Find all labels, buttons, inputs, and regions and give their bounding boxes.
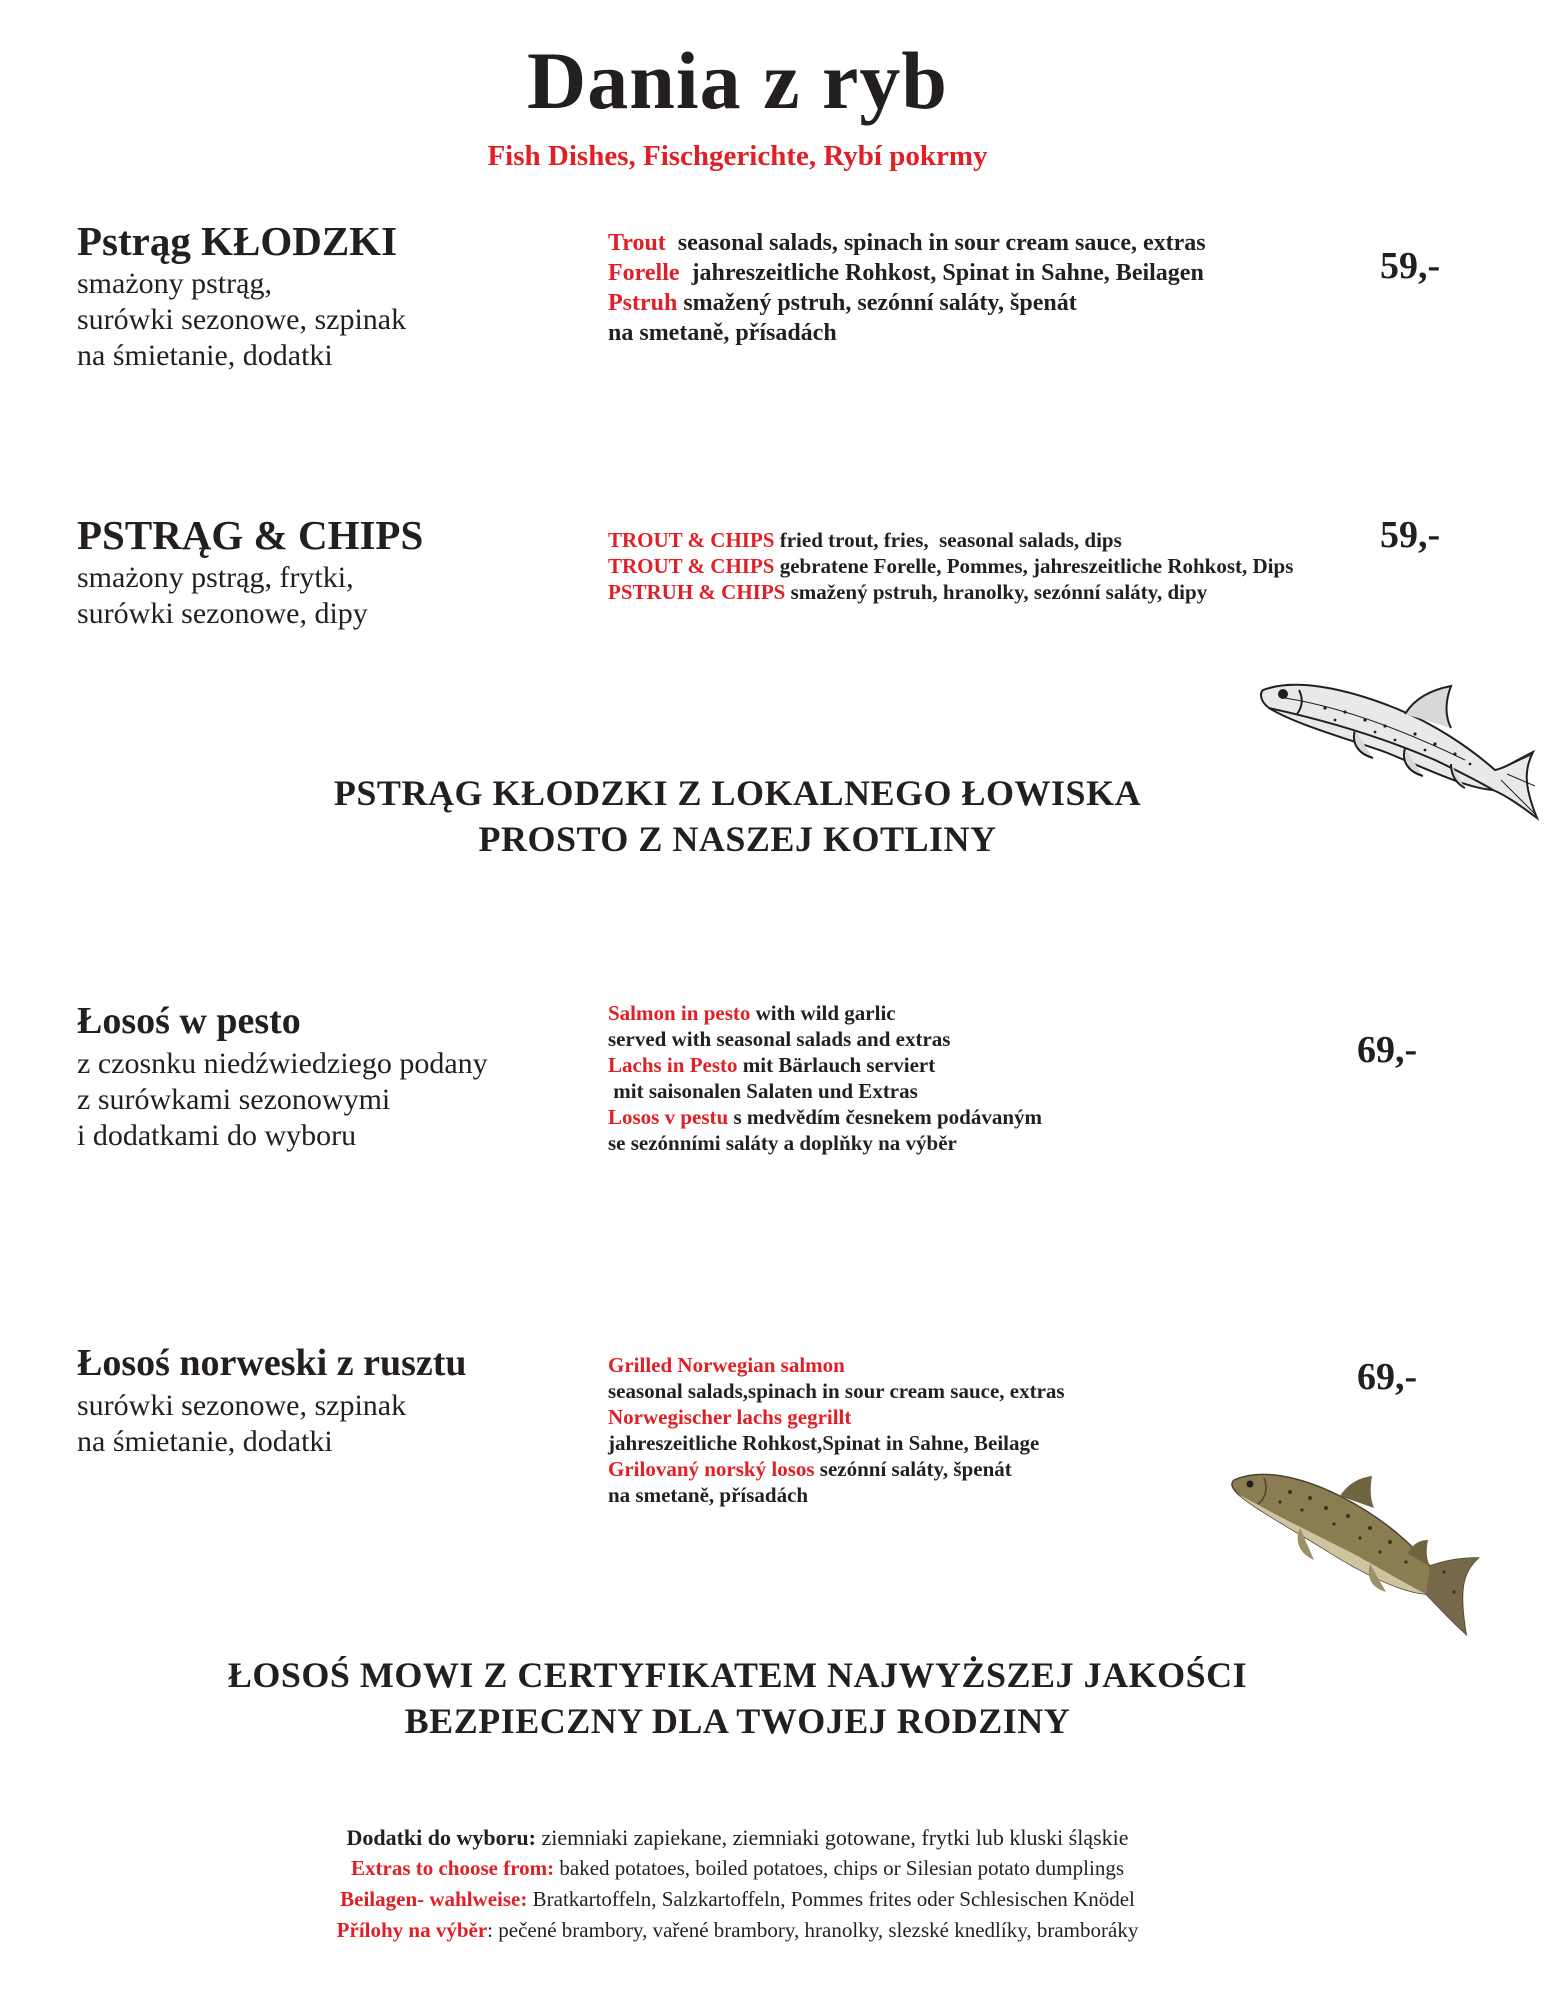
translation-text: mit saisonalen Salaten und Extras [608,1079,918,1103]
extras-footer [0,1822,1475,1946]
salmon-illustration-icon [1230,1462,1480,1642]
extras-line-de [0,1884,1475,1915]
translation-text: se sezónními saláty a doplňky na výběr [608,1131,957,1155]
translation-line [608,1104,1042,1130]
translation-label: Norwegischer lachs gegrillt [608,1405,852,1429]
translation-line [608,579,1293,605]
translation-line [608,1000,1042,1026]
banner-line: BEZPIECZNY DLA TWOJEJ RODZINY [404,1701,1071,1741]
translation-line [608,527,1293,553]
translation-label: Salmon in pesto [608,1001,751,1025]
page-subtitle: Fish Dishes, Fischgerichte, Rybí pokrmy [487,140,988,172]
extras-line-pl [0,1822,1475,1853]
translation-label: Lachs in Pesto [608,1053,738,1077]
extras-label: Dodatki do wyboru: [346,1825,536,1850]
translation-line [608,1352,1065,1378]
translation-label: Grilled Norwegian salmon [608,1353,845,1377]
dish-3-polish [77,998,617,1154]
translation-label: Grilovaný norský losos [608,1457,815,1481]
translation-text: sezónní saláty, špenát [814,1457,1012,1481]
dish-2-polish [77,512,577,632]
translation-text: with wild garlic [750,1001,896,1025]
translation-text: mit Bärlauch serviert [737,1053,936,1077]
translation-line [608,228,1206,258]
banner-line: ŁOSOŚ MOWI Z CERTYFIKATEM NAJWYŻSZEJ JAKOŚCI [227,1655,1248,1695]
translation-line [608,1130,1042,1156]
dish-name: PSTRĄG & CHIPS [77,512,424,558]
translation-label: TROUT & CHIPS [608,554,775,578]
price: 59,- [1380,514,1441,556]
translation-line [608,258,1206,288]
extras-text: baked potatoes, boiled potatoes, chips or Silesian potato dumplings [554,1856,1124,1880]
translation-label: Losos v pestu [608,1105,729,1129]
dish-1-translations [608,228,1206,348]
translation-label: Pstruh [608,290,678,316]
translation-label: Trout [608,230,666,256]
description-line: i dodatkami do wyboru [77,1119,357,1152]
translation-text: s medvědím česnekem podávaným [728,1105,1043,1129]
translation-line [608,288,1206,318]
translation-label: TROUT & CHIPS [608,528,775,552]
extras-line-cz [0,1915,1475,1946]
price: 59,- [1380,245,1441,287]
description-line: smażony pstrąg, [77,267,272,300]
description-line: z surówkami sezonowymi [77,1083,391,1116]
translation-text: seasonal salads, spinach in sour cream sauce, extras [665,230,1206,256]
translation-text: smažený pstruh, hranolky, sezónní saláty, dipy [785,580,1208,604]
translation-text: jahreszeitliche Rohkost,Spinat in Sahne, Beilage [608,1431,1040,1455]
description-line: z czosnku niedźwiedziego podany [77,1047,488,1080]
banner-line: PROSTO Z NASZEJ KOTLINY [478,819,997,859]
dish-1-polish [77,218,577,374]
extras-line-en [0,1853,1475,1884]
dish-description [77,1388,617,1460]
price: 69,- [1357,1029,1418,1071]
extras-text: Bratkartoffeln, Salzkartoffeln, Pommes frites oder Schlesischen Knödel [527,1887,1135,1911]
description-line: na śmietanie, dodatki [77,339,333,372]
translation-text: gebratene Forelle, Pommes, jahreszeitliche Rohkost, Dips [774,554,1294,578]
translation-line [608,1026,1042,1052]
translation-text: seasonal salads,spinach in sour cream sauce, extras [608,1379,1065,1403]
translation-text: na smetaně, přísadách [608,1483,809,1507]
description-line: surówki sezonowe, szpinak [77,303,407,336]
translation-line [608,1378,1065,1404]
extras-label: Extras to choose from: [351,1856,555,1880]
promo-banner-trout [0,770,1475,862]
extras-label: Beilagen- wahlweise: [340,1887,528,1911]
translation-label: Forelle [608,260,680,286]
translation-line [608,1482,1065,1508]
dish-description [77,266,577,374]
translation-text: jahreszeitliche Rohkost, Spinat in Sahne, Beilagen [679,260,1204,286]
dish-name: Łosoś norweski z rusztu [77,1342,467,1384]
translation-label: PSTRUH & CHIPS [608,580,786,604]
description-line: surówki sezonowe, dipy [77,597,368,630]
description-line: surówki sezonowe, szpinak [77,1389,407,1422]
dish-2-translations [608,527,1293,605]
promo-banner-salmon [0,1652,1475,1744]
translation-line [608,1404,1065,1430]
page-title: Dania z ryb [527,35,948,126]
translation-line [608,318,1206,348]
translation-line [608,553,1293,579]
translation-text: fried trout, fries, seasonal salads, dips [774,528,1122,552]
extras-text: ziemniaki zapiekane, ziemniaki gotowane, frytki lub kluski śląskie [535,1825,1129,1850]
translation-text: smažený pstruh, sezónní saláty, špenát [677,290,1077,316]
dish-4-translations [608,1352,1065,1508]
translation-text: served with seasonal salads and extras [608,1027,951,1051]
description-line: na śmietanie, dodatki [77,1425,333,1458]
description-line: smażony pstrąg, frytki, [77,561,354,594]
dish-name: Łosoś w pesto [77,1000,301,1042]
dish-description [77,1046,617,1154]
dish-description [77,560,577,632]
dish-3-translations [608,1000,1042,1156]
translation-line [608,1430,1065,1456]
translation-line [608,1052,1042,1078]
price: 69,- [1357,1356,1418,1398]
banner-line: PSTRĄG KŁODZKI Z LOKALNEGO ŁOWISKA [333,773,1142,813]
translation-line [608,1456,1065,1482]
dish-4-polish [77,1340,617,1460]
dish-name: Pstrąg KŁODZKI [77,218,398,264]
translation-line [608,1078,1042,1104]
translation-text: na smetaně, přísadách [608,320,837,346]
extras-text: : pečené brambory, vařené brambory, hranolky, slezské knedlíky, bramboráky [487,1918,1139,1942]
extras-label: Přílohy na výběr [336,1918,488,1942]
